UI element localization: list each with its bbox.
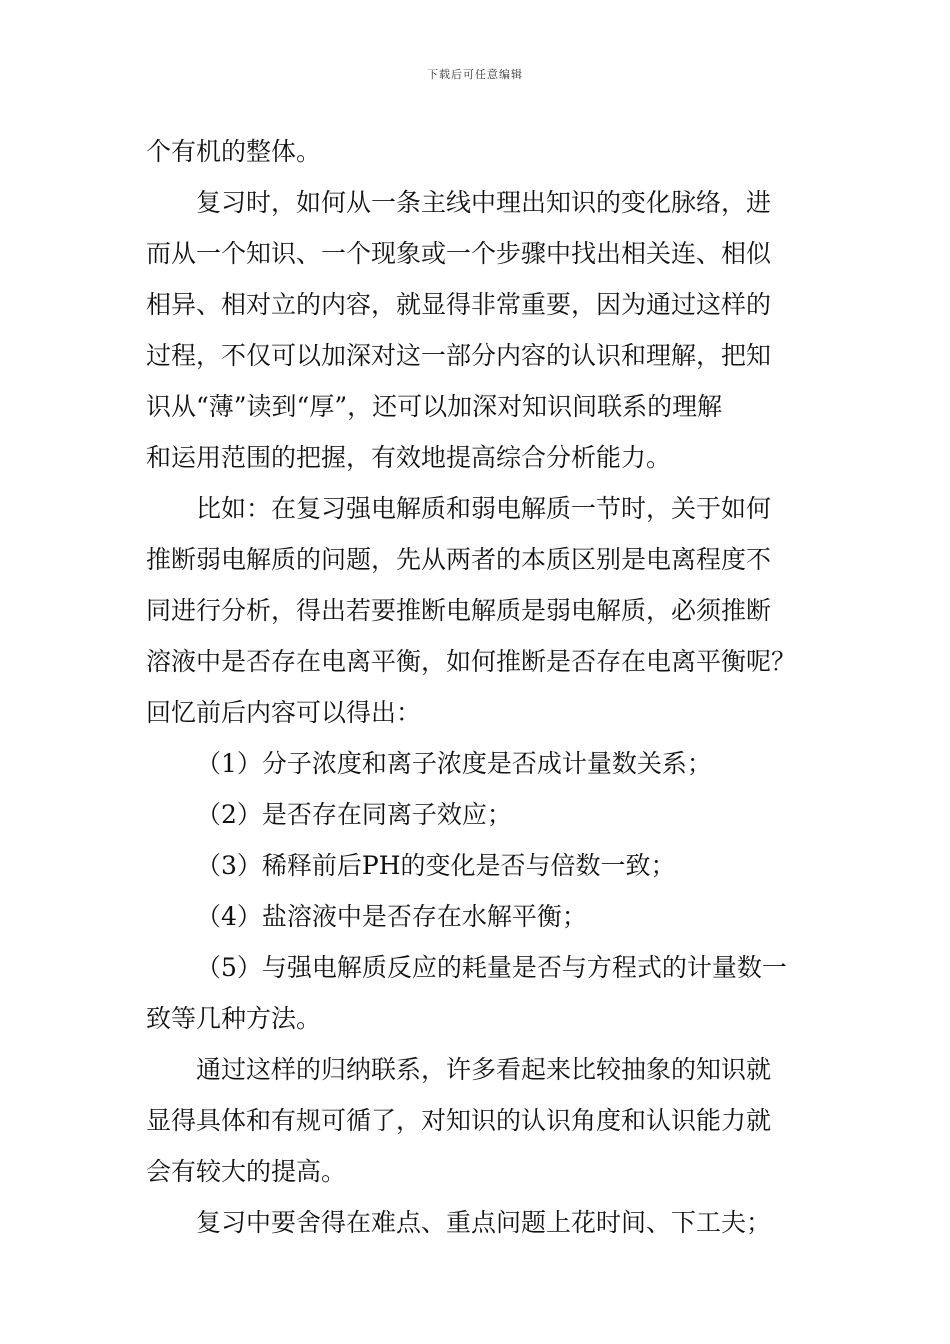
text-line: 相异、相对立的内容，就显得非常重要，因为通过这样的 [146,290,772,319]
paragraph-first-line: 比如：在复习强电解质和弱电解质一节时，关于如何 [196,494,772,523]
list-item: （3）稀释前后PH的变化是否与倍数一致； [196,851,676,880]
page-header: 下载后可任意编辑 [427,68,523,81]
text-line: 推断弱电解质的问题，先从两者的本质区别是电离程度不 [146,545,772,574]
text-line: 过程，不仅可以加深对这一部分内容的认识和理解，把知 [146,341,772,370]
list-item: （1）分子浓度和离子浓度是否成计量数关系； [196,749,712,778]
paragraph-first-line: 通过这样的归纳联系，许多看起来比较抽象的知识就 [196,1055,772,1084]
text-line: 显得具体和有规可循了，对知识的认识角度和认识能力就 [146,1106,772,1135]
text-line: 和运用范围的把握，有效地提高综合分析能力。 [146,443,672,472]
page-margin-bottom [0,1240,950,1344]
text-line: 致等几种方法。 [146,1004,322,1033]
text-line: 个有机的整体。 [146,137,322,166]
text-line: 识从“薄”读到“厚”，还可以加深对知识间联系的理解 [146,392,723,421]
text-line: 而从一个知识、一个现象或一个步骤中找出相关连、相似 [146,239,772,268]
text-line: 回忆前后内容可以得出： [146,698,422,727]
paragraph-first-line: 复习时，如何从一条主线中理出知识的变化脉络，进 [196,188,772,217]
list-item: （4）盐溶液中是否存在水解平衡； [196,902,587,931]
document-body [146,126,808,1248]
text-line: 同进行分析，得出若要推断电解质是弱电解质，必须推断 [146,596,772,625]
text-line: 溶液中是否存在电离平衡，如何推断是否存在电离平衡呢？ [146,647,797,676]
list-item: （5）与强电解质反应的耗量是否与方程式的计量数一 [196,953,787,982]
paragraph-first-line: 复习中要舍得在难点、重点问题上花时间、下工夫； [196,1208,772,1237]
text-line: 会有较大的提高。 [146,1157,347,1186]
list-item: （2）是否存在同离子效应； [196,800,512,829]
